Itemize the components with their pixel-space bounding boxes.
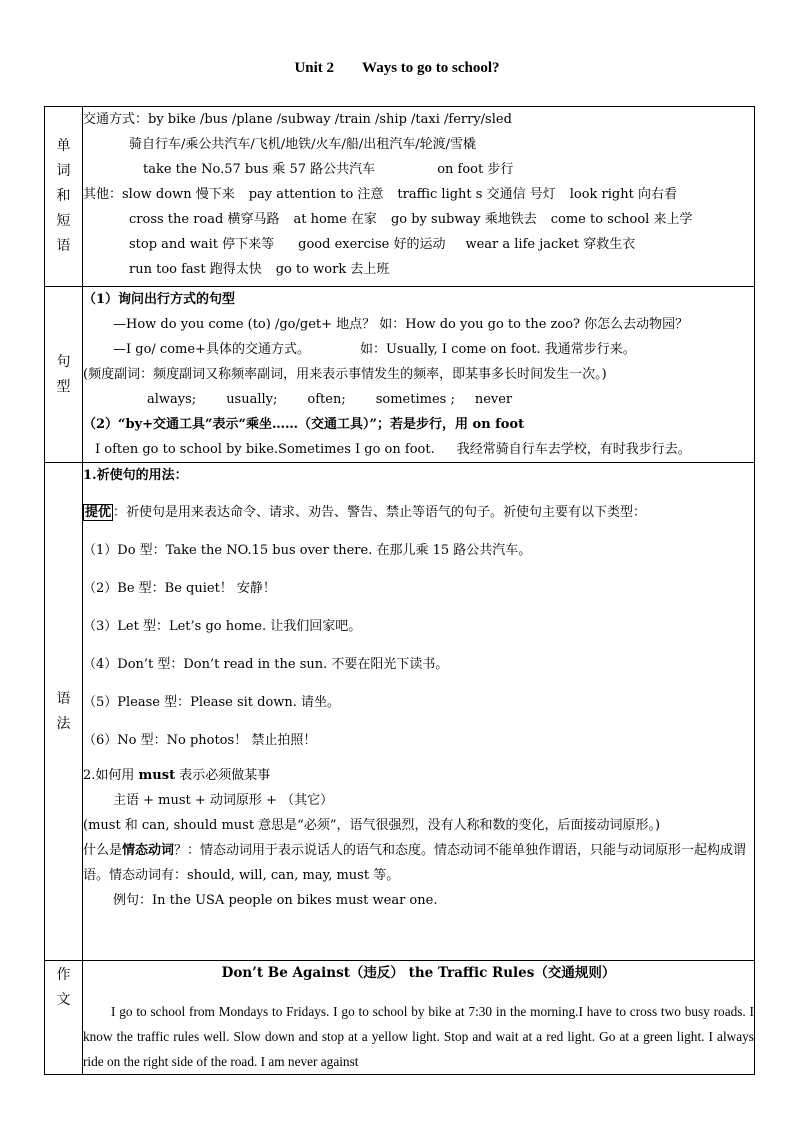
vocab-line: take the No.57 bus 乘 57 路公共汽车 on foot 步行 <box>143 162 514 177</box>
essay-label: 作 文 <box>45 961 83 1075</box>
must-example: 例句：In the USA people on bikes must wear one. <box>113 893 438 908</box>
vocab-line: run too fast 跑得太快 go to work 去上班 <box>129 262 390 277</box>
imperative-type: （5）Please 型：Please sit down. 请坐。 <box>83 695 341 710</box>
grammar-row <box>45 463 755 961</box>
vocab-line: cross the road 横穿马路 at home 在家 go by subway 乘地铁去 come to school 来上学 <box>129 212 693 227</box>
vocab-line: stop and wait 停下来等 good exercise 好的运动 wear a life jacket 穿救生衣 <box>129 237 636 252</box>
sentence-row <box>45 287 755 463</box>
essay-content <box>83 961 755 1075</box>
imperative-type: （4）Don’t 型：Don’t read in the sun. 不要在阳光下读书。 <box>83 657 449 672</box>
unit-label: Unit 2 <box>294 60 335 76</box>
essay-title: Don’t Be Against（违反） the Traffic Rules（交通规则） <box>221 965 616 981</box>
imperative-type: （3）Let 型：Let’s go home. 让我们回家吧。 <box>83 619 362 634</box>
question-pattern: —How do you come (to) /go/get+ 地点？ 如：How do you go to the zoo? 你怎么去动物园？ <box>113 317 689 332</box>
imperative-type: （2）Be 型：Be quiet！ 安静！ <box>83 581 276 596</box>
sentence-heading-1: （1）询问出行方式的句型 <box>83 292 236 307</box>
sentence-heading-2: （2）“by+交通工具”表示“乘坐……（交通工具）”；若是步行，用 on foot <box>83 417 525 432</box>
vocab-content <box>83 107 755 287</box>
modal-verb-note: 什么是情态动词？：情态动词用于表示说话人的语气和态度。情态动词不能单独作谓语，只能与动词原形一起构成谓语。情态动词有：should, will, can, may, must 等。 <box>83 843 747 883</box>
frequency-note: (频度副词：频度副词又称频率副词，用来表示事情发生的频率，即某事多长时间发生一次。) <box>83 367 607 382</box>
vocab-line: 其他：slow down 慢下来 pay attention to 注意 traffic light s 交通信 号灯 look right 向右看 <box>83 187 677 202</box>
vocab-line: 骑自行车/乘公共汽车/飞机/地铁/火车/船/出租汽车/轮渡/雪橇 <box>129 137 477 152</box>
tip-badge: 提优 <box>85 505 112 520</box>
unit-topic: Ways to go to school? <box>362 60 500 76</box>
answer-pattern: —I go/ come+具体的交通方式。 如：Usually, I come on foot. 我通常步行来。 <box>113 342 636 357</box>
essay-text: I go to school from Mondays to Fridays. I go to school by bike at 7:30 in the morning.I have to cross two busy roads. I know the traffic rules well. Slow down and stop at a yellow light. Stop and wait at a red light. Go at a green light. I always ride on the right side of the road. I am never against <box>83 1004 754 1069</box>
must-formula: 主语 + must + 动词原形 + （其它） <box>113 793 334 808</box>
tip-line: 提优 ：祈使句是用来表达命令、请求、劝告、警告、禁止等语气的句子。祈使句主要有以下类型： <box>85 505 647 520</box>
sentence-example: I often go to school by bike.Sometimes I go on foot. 我经常骑自行车去学校，有时我步行去。 <box>95 442 691 457</box>
study-table <box>44 106 755 1075</box>
vocab-row <box>45 107 755 287</box>
page-title <box>0 60 794 77</box>
must-note: (must 和 can, should must 意思是“必须”，语气很强烈，没有人称和数的变化，后面接动词原形。) <box>83 818 661 833</box>
vocab-label: 单 词 和 短 语 <box>45 107 83 287</box>
grammar-content <box>83 463 755 961</box>
imperative-type: （6）No 型：No photos！ 禁止拍照！ <box>83 733 317 748</box>
sentence-content <box>83 287 755 463</box>
grammar-heading-2: 2.如何用 must 表示必须做某事 <box>83 768 271 783</box>
vocab-line: 交通方式：by bike /bus /plane /subway /train /ship /taxi /ferry/sled <box>83 112 512 127</box>
essay-row <box>45 961 755 1075</box>
frequency-words: always; usually; often; sometimes ; never <box>147 392 513 407</box>
imperative-type: （1）Do 型：Take the NO.15 bus over there. 在那儿乘 15 路公共汽车。 <box>83 543 532 558</box>
grammar-heading-1: 1.祈使句的用法： <box>83 468 188 483</box>
sentence-label: 句 型 <box>45 287 83 463</box>
grammar-label: 语 法 <box>45 463 83 961</box>
